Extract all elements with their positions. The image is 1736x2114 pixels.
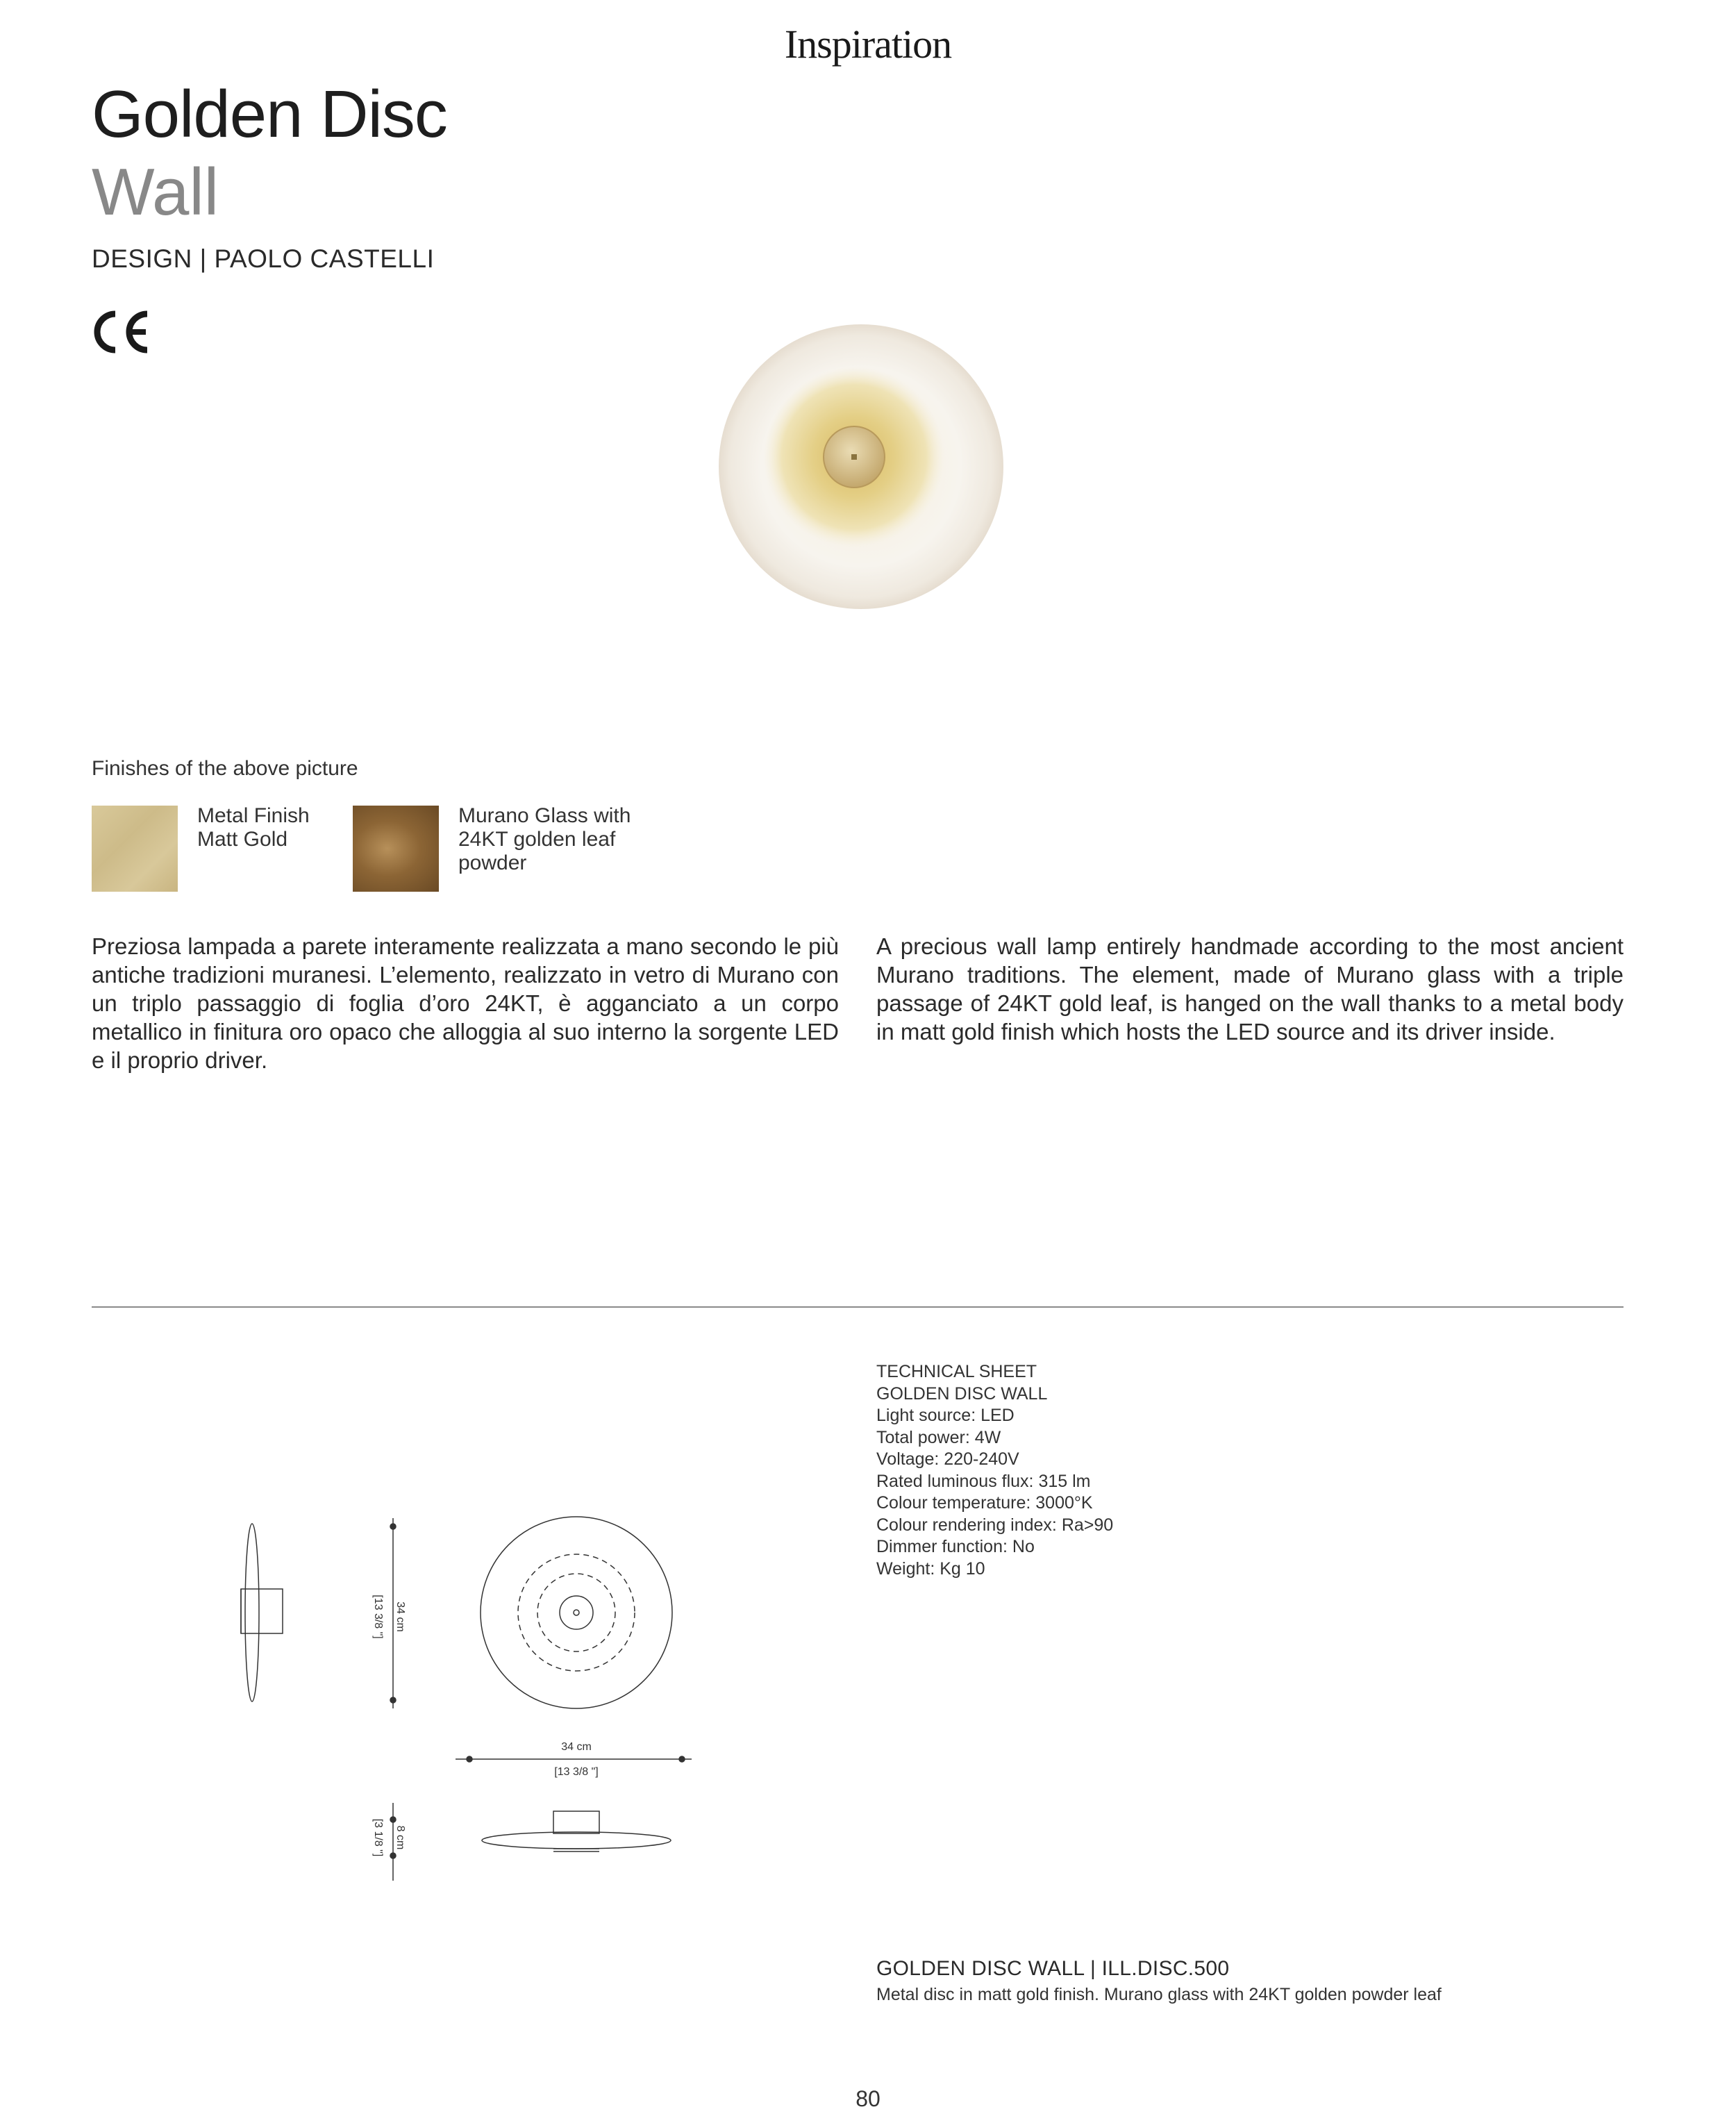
finishes-label: Finishes of the above picture	[92, 757, 358, 780]
tech-line: Weight: Kg 10	[876, 1558, 985, 1579]
tech-line: TECHNICAL SHEET	[876, 1362, 1037, 1381]
front-view	[481, 1517, 672, 1708]
top-view	[482, 1811, 671, 1851]
description-english: A precious wall lamp entirely handmade according to the most ancient Murano traditions. The element, made of Murano glass with a triple passage of 24KT gold leaf, is hanged on the wall thanks to a metal body in matt gold finish which hosts the LED source and its driver inside.	[876, 933, 1624, 1044]
model-description: Metal disc in matt gold finish. Murano glass with 24KT golden powder leaf	[876, 1985, 1442, 2004]
finish-caption-line: Matt Gold	[197, 828, 288, 851]
tech-line: Voltage: 220-240V	[876, 1449, 1019, 1469]
technical-sheet	[876, 1361, 1113, 1580]
technical-drawing	[208, 1479, 736, 1896]
model-code: GOLDEN DISC WALL | ILL.DISC.500	[876, 1957, 1230, 1980]
designer-credit: DESIGN | PAOLO CASTELLI	[92, 244, 435, 273]
tech-line: Colour rendering index: Ra>90	[876, 1515, 1114, 1535]
description-italian: Preziosa lampada a parete interamente realizzata a mano secondo le più antiche tradizioni muranesi. L’elemento, realizzato in vetro di Murano con un triplo passaggio di foglia d’oro 24KT, è agganciato a un corpo metallico in finitura oro opaco che alloggia al suo interno la sorgente LED e il proprio driver.	[92, 933, 839, 1073]
tech-line: GOLDEN DISC WALL	[876, 1383, 1048, 1404]
finish-caption-glass	[458, 804, 631, 875]
finish-swatch-glass	[353, 806, 439, 892]
width-dimension	[456, 1756, 692, 1762]
width-cm-label: 34 cm	[561, 1741, 592, 1753]
finish-swatch-metal	[92, 806, 178, 892]
section-divider	[92, 1306, 1624, 1308]
ce-mark-icon	[90, 308, 153, 356]
tech-line: Rated luminous flux: 315 lm	[876, 1471, 1091, 1491]
product-type: Wall	[92, 155, 219, 229]
height-cm-label: 34 cm	[394, 1601, 406, 1632]
tech-line: Dimmer function: No	[876, 1537, 1035, 1556]
finish-caption-line: powder	[458, 851, 527, 874]
product-name: Golden Disc	[92, 77, 447, 151]
finish-caption-line: 24KT golden leaf	[458, 828, 616, 851]
page-number: 80	[856, 2086, 880, 2111]
brand-title: Inspiration	[784, 22, 952, 67]
finish-caption-line: Murano Glass with	[458, 804, 631, 827]
tech-line: Colour temperature: 3000°K	[876, 1493, 1093, 1513]
depth-cm-label: 8 cm	[394, 1825, 406, 1850]
height-in-label: [13 3/8 "]	[372, 1595, 384, 1639]
depth-in-label: [3 1/8 "]	[372, 1818, 384, 1857]
width-in-label: [13 3/8 "]	[554, 1766, 599, 1778]
finish-caption-line: Metal Finish	[197, 804, 310, 827]
product-photo	[715, 321, 1007, 613]
finish-caption-metal	[197, 804, 310, 851]
tech-line: Total power: 4W	[876, 1427, 1001, 1447]
side-view	[241, 1524, 283, 1701]
tech-line: Light source: LED	[876, 1406, 1015, 1425]
